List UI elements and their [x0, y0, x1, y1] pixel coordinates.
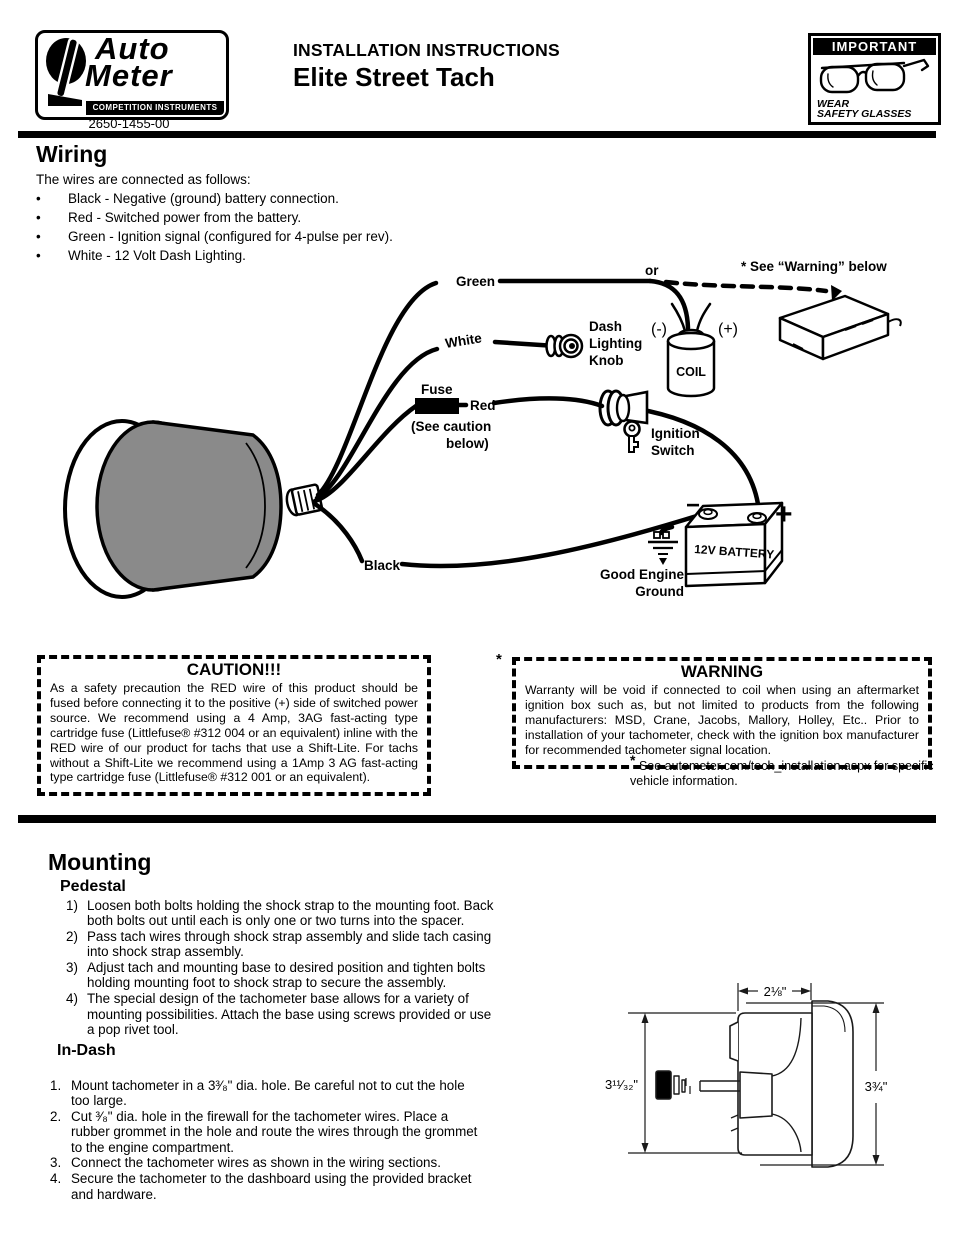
indash-heading: In-Dash	[57, 1042, 116, 1059]
caution-body: As a safety precaution the RED wire of this product should be fused before connecting it to the positive (+) side of switched power source. We recommend using a 4 Amp, 3AG fast-acting type cartridge fuse (Littlefuse® #312 004 or an equivalent) inline with the RED wire of our product for tachs that use a Shift-Lite. For tachs without a Shift-Lite we recommend using a 1Amp 3 AG fast-acting type cartridge fuse (Littlefuse® #312 001 or an equivalent).	[50, 681, 418, 785]
black-wire-label: Black	[364, 558, 401, 573]
battery-minus-label: −	[686, 492, 701, 519]
logo-word-meter: Meter	[85, 58, 173, 93]
ignition-switch-label: Ignition	[651, 426, 700, 441]
green-wire-label: Green	[456, 274, 496, 289]
mounting-dimension-diagram	[575, 945, 945, 1220]
see-caution-label: below)	[446, 436, 489, 451]
white-wire-label: White	[444, 330, 483, 351]
bullet-icon	[36, 189, 68, 208]
warning-body: Warranty will be void if connected to coil when using an aftermarket ignition box such as, but not limited to products from the following manufacturers: MSD, Crane, Jacobs, Mallory, Holley, Etc.. Prior to installation of your tachometer, check with the ignition box manufacturer for recommended tachometer signal location.	[525, 683, 919, 757]
red-wire-label: Red	[470, 398, 496, 413]
battery-drawing	[686, 503, 782, 586]
part-number: 2650-1455-00	[88, 116, 170, 131]
ground-symbol	[648, 532, 678, 565]
section-divider-top	[18, 131, 936, 138]
ground-label: Good Engine	[600, 567, 684, 582]
dashed-signal-wire	[666, 282, 826, 291]
wiring-intro: The wires are connected as follows:	[36, 172, 251, 187]
footnote	[630, 753, 936, 789]
black-wire	[315, 504, 362, 561]
indash-step: 2. Cut ³⁄₈" dia. hole in the firewall for the tachometer wires. Place a rubber grommet in the hole and route the wires through the grommet to the engine compartment.	[50, 1109, 478, 1155]
dash-lighting-knob-drawing	[547, 335, 583, 357]
pedestal-step: 2) Pass tach wires through shock strap assembly and slide tach casing into shock strap assembly.	[66, 929, 492, 960]
bullet-icon	[36, 208, 68, 227]
safety-glasses-label: SAFETY GLASSES	[817, 108, 912, 120]
pedestal-step: 4) The special design of the tachometer base allows for a variety of mounting possibilities. Attach the base using screws provided or use a pop rivet tool.	[66, 991, 492, 1037]
tachometer-drawing	[65, 421, 322, 597]
mounting-nut	[656, 1071, 671, 1099]
width-dimension: 2⅛"	[763, 984, 787, 999]
battery-label: 12V BATTERY	[693, 542, 775, 562]
wire-bullet-black: • Black - Negative (ground) battery connection.	[36, 189, 596, 208]
logo-tagline: COMPETITION INSTRUMENTS	[86, 101, 224, 115]
mounting-stud	[700, 1081, 740, 1091]
pedestal-step: 3) Adjust tach and mounting base to desired position and tighten bolts holding mounting foot to shock strap to secure the assembly.	[66, 960, 486, 991]
coil-positive-label: (+)	[718, 321, 738, 338]
or-label: or	[645, 263, 659, 278]
wire-bullet-red: • Red - Switched power from the battery.	[36, 208, 596, 227]
important-label: IMPORTANT	[813, 38, 936, 55]
ignition-switch-label: Switch	[651, 443, 695, 458]
coil-label: COIL	[676, 365, 706, 379]
fuse-label: Fuse	[421, 382, 453, 397]
green-wire	[318, 283, 436, 495]
product-title: Elite Street Tach	[293, 62, 495, 92]
ground-label: Ground	[635, 584, 684, 599]
bezel-dimension: 3¾"	[864, 1079, 888, 1094]
autometer-logo	[35, 30, 229, 120]
dash-knob-label: Dash	[589, 319, 623, 334]
tach-bezel-profile	[812, 1001, 853, 1167]
warning-title: WARNING	[680, 662, 764, 681]
coil-negative-label: (-)	[651, 321, 667, 338]
indash-step: 3. Connect the tachometer wires as shown in the wiring sections.	[50, 1155, 441, 1171]
see-warning-label: * See “Warning” below	[741, 259, 887, 274]
wiring-heading: Wiring	[36, 141, 108, 167]
caution-box	[37, 655, 431, 796]
footnote-text: See autometer.com/tech_installation.aspx for specific vehicle information.	[630, 759, 934, 789]
mounting-heading: Mounting	[48, 849, 152, 875]
wear-label: WEAR	[817, 98, 850, 110]
indash-steps	[50, 1078, 510, 1202]
ignition-box-drawing	[780, 296, 901, 359]
ignition-switch-drawing	[600, 391, 647, 452]
safety-important-box	[808, 33, 941, 125]
bullet-icon	[36, 227, 68, 246]
black-wire	[402, 515, 700, 566]
hole-dimension: 3¹¹⁄₃₂"	[604, 1077, 638, 1092]
see-caution-label: (See caution	[411, 419, 492, 434]
wire-bullet-white: • White - 12 Volt Dash Lighting.	[36, 246, 596, 265]
footnote-marker: *	[630, 752, 636, 768]
safety-glasses-icon	[816, 56, 934, 98]
red-wire	[494, 398, 602, 406]
indash-step: 1. Mount tachometer in a 3³⁄₈" dia. hole. Be careful not to cut the hole too large.	[50, 1078, 465, 1109]
caution-title: CAUTION!!!	[186, 660, 282, 679]
dash-knob-label: Knob	[589, 353, 624, 368]
wire-bullet-green: • Green - Ignition signal (configured for 4-pulse per rev).	[36, 227, 596, 246]
pedestal-step: 1) Loosen both bolts holding the shock strap to the mounting foot. Back both bolts out until each is only one or two turns into the spacer.	[66, 898, 494, 929]
pedestal-heading: Pedestal	[60, 878, 126, 895]
warning-asterisk: *	[496, 651, 502, 668]
wiring-diagram	[0, 250, 954, 628]
fuse-symbol	[415, 398, 459, 414]
indash-step: 4. Secure the tachometer to the dashboard using the provided bracket and hardware.	[50, 1171, 472, 1202]
warning-box	[512, 657, 932, 769]
doc-type-title: INSTALLATION INSTRUCTIONS	[293, 40, 560, 60]
pedestal-steps	[66, 898, 526, 1038]
dash-knob-label: Lighting	[589, 336, 643, 351]
coil-drawing	[668, 304, 714, 396]
battery-plus-label: +	[775, 498, 793, 531]
logo-word-auto: Auto	[95, 31, 170, 66]
section-divider-bottom	[18, 815, 936, 823]
